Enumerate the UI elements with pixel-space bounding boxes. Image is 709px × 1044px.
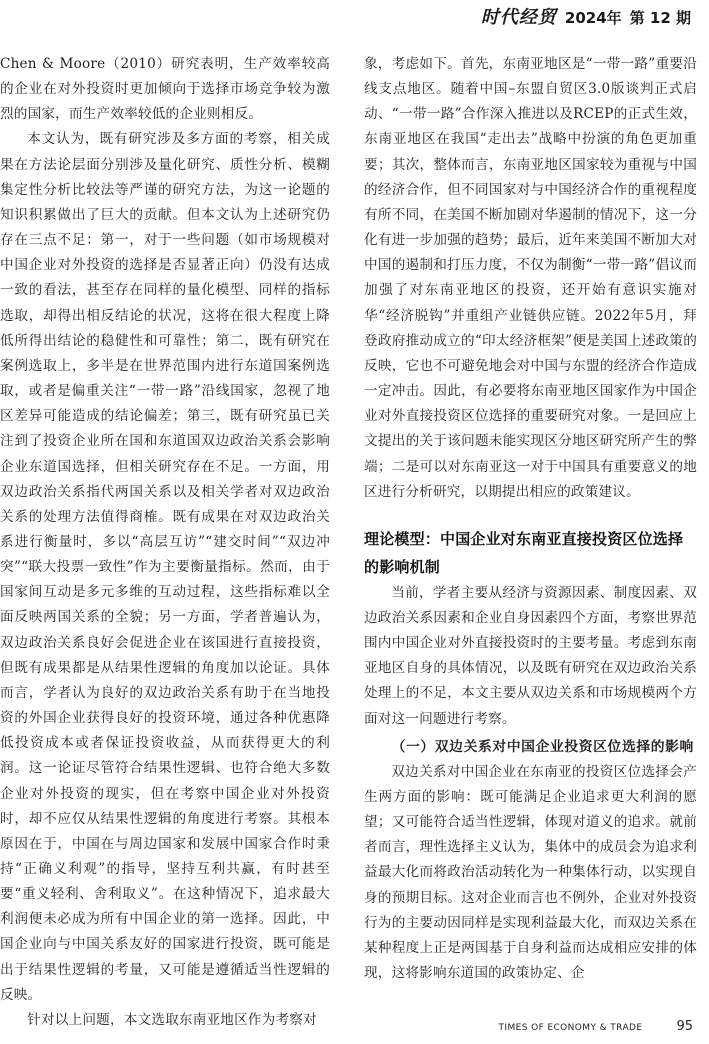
paragraph: 针对以上问题，本文选取东南亚地区作为考察对 [27,1011,317,1028]
page-footer [499,1019,693,1034]
journal-year: 2024年 [564,9,622,27]
paragraph: 象，考虑如下。首先，东南亚地区是“一带一路”重要沿线支点地区。随着中国–东盟自贸区3.0版谈判正式启动、“一带一路”合作深入推进以及RCEP的正式生效，东南亚地区在我国“走出去”战略中扮演的角色更加重要；其次，整体而言，东南亚地区国家较为重视与中国的经济合作，但不同国家对与中国经济合作的重视程度有所不同，在美国不断加剧对华遏制的情况下，这一分化有进一步加强的趋势；最后，近年来美国不断加大对中国的遏制和打压力度，不仅为制衡“一带一路”倡议而加强了对东南亚地区的投资，还开始有意识实施对华“经济脱钩”并重组产业链供应链。2022年5月，拜登政府推动成立的“印太经济框架”便是美国上述政策的反映，它也不可避免地会对中国与东盟的经济合作造成一定冲击。因此，有必要将东南亚地区国家作为中国企业对外直接投资区位选择的重要研究对象。一是回应上文提出的关于该问题未能实现区分地区研究所产生的弊端；二是可以对东南亚这一对于中国具有重要意义的地区进行分析研究，以期提出相应的政策建议。 [364,56,697,500]
paragraph: 本文认为，既有研究涉及多方面的考察，相关成果在方法论层面分别涉及量化研究、质性分析、模糊集定性分析比较法等严谨的研究方法，为这一论题的知识积累做出了巨大的贡献。但本文认为上述研究仍存在三点不足：第一，对于一些问题（如市场规模对中国企业对外投资的选择是否显著正向）仍没有达成一致的看法，甚至存在同样的量化模型、同样的指标选取，却得出相反结论的状况，这将在很大程度上降低所得出结论的稳健性和可靠性；第二，既有研究在案例选取上，多半是在世界范围内进行东道国案例选取，或者是偏重关注“一带一路”沿线国家，忽视了地区差异可能造成的结论偏差；第三，既有研究虽已关注到了投资企业所在国和东道国双边政治关系会影响企业东道国选择，但相关研究存在不足。一方面，用双边政治关系指代两国关系以及相关学者对双边政治关系的处理方法值得商榷。既有成果在对双边政治关系进行衡量时，多以“高层互访”“建交时间”“双边冲突”“联大投票一致性”作为主要衡量指标。然而，由于国家间互动是多元多维的互动过程，这些指标难以全面反映两国关系的全貌；另一方面，学者普遍认为，双边政治关系良好会促进企业在该国进行直接投资，但既有成果都是从结果性逻辑的角度加以论证。具体而言，学者认为良好的双边政治关系有助于在当地投资的外国企业获得良好的投资环境，通过各种优惠降低投资成本或者保证投资收益，从而获得更大的利润。这一论证尽管符合结果性逻辑、也符合绝大多数企业对外投资的现实，但在考察中国企业对外投资时，却不应仅从结果性逻辑的角度进行考察。其根本原因在于，中国在与周边国家和发展中国家合作时秉持“正确义利观”的指导，坚持互利共赢，有时甚至要“重义轻利、舍利取义”。在这种情况下，追求最大利润便未必成为所有中国企业的第一选择。因此，中国企业向与中国关系友好的国家进行投资，既可能是出于结果性逻辑的考量，又可能是遵循适当性逻辑的反映。 [0,131,330,1003]
paragraph: Chen & Moore（2010）研究表明，生产效率较高的企业在对外投资时更加倾向于选择市场竞争较为激烈的国家，而生产效率较低的企业则相反。 [0,56,330,123]
running-header [481,3,691,27]
journal-issue: 第 12 期 [629,9,691,27]
left-column [0,52,330,1033]
magazine-name: TIMES OF ECONOMY & TRADE [498,1023,643,1033]
journal-name: 时代经贸 [480,7,557,28]
subsection-heading: （一）双边关系对中国企业投资区位选择的影响 [391,738,694,755]
page-number: 95 [676,1019,693,1034]
paragraph: 当前，学者主要从经济与资源因素、制度因素、双边政治关系因素和企业自身因素四个方面，考察世界范围内中国企业对外直接投资时的主要考量。考虑到东南亚地区自身的具体情况，以及既有研究在双边政治关系处理上的不足，本文主要从双边关系和市场规模两个方面对这一问题进行考察。 [364,584,697,727]
section-heading: 理论模型：中国企业对东南亚直接投资区位选择的影响机制 [364,529,684,576]
paragraph: 双边关系对中国企业在东南亚的投资区位选择会产生两方面的影响：既可能满足企业追求更大利润的愿望；又可能符合适当性逻辑，体现对道义的追求。就前者而言，理性选择主义认为，集体中的成员会为追求利益最大化而将政治活动转化为一种集体行动，以实现自身的预期目标。这对企业而言也不例外，企业对外投资行为的主要动因同样是实现利益最大化，而双边关系在某种程度上正是两国基于自身利益而达成相应安排的体现，这将影响东道国的政策协定、企 [364,763,697,981]
right-column [364,52,697,986]
